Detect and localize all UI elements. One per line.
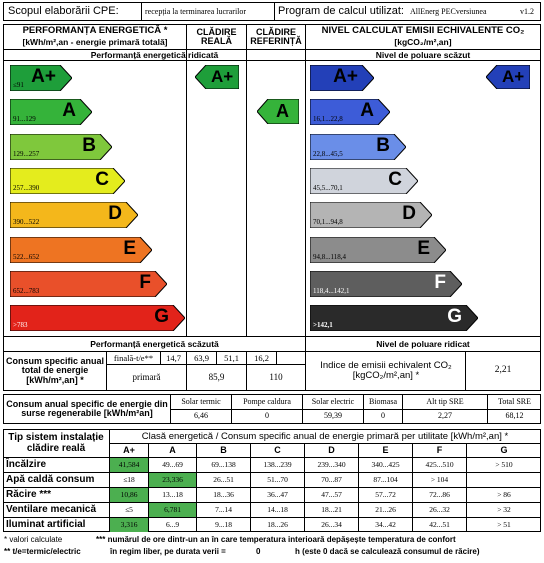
utility-cell: 9...18 [215,520,232,530]
footnote-te: ** t/e=termic/electric [4,547,81,556]
program-value: AllEnerg PECversiunea [410,7,487,16]
utility-cell: 138...239 [263,460,292,470]
utility-cell: 6...9 [165,520,180,530]
emission-subtitle: [kgCO₂/m²,an] [394,36,452,47]
emission-class-letter: E [417,237,430,259]
utility-cell: 14...18 [267,505,288,515]
energy-class-letter: E [123,237,136,259]
utility-row-name: Apă caldă consum [6,474,95,485]
poll-high-label: Nivel de poluare ridicat [376,338,470,349]
energy-class-letter: A+ [31,66,56,87]
regen-head: Total SRE [498,396,531,406]
real-class-marker [195,65,239,89]
energy-class-letter: G [154,306,169,328]
energy-class-g [10,305,185,331]
program-label: Program de calcul utilizat: [278,5,404,17]
real-building-head: CLĂDIRE REALĂ [196,26,237,46]
regen-value: 0 [265,410,269,420]
regen-value: 2,27 [438,410,452,420]
utility-cell: 239...340 [317,460,346,470]
emission-class-letter: A+ [333,66,358,87]
regen-head: Alt tip SRE [426,396,464,406]
utility-cell: 69...138 [211,460,236,470]
emission-class-letter: C [388,168,402,190]
regen-head: Pompe caldura [243,396,291,406]
utility-cell: 21...26 [375,505,396,515]
energy-class-a [10,99,92,125]
energy-class-d [10,202,138,228]
footnote-summer-value: 0 [256,547,261,556]
emission-class-e [310,237,446,263]
regen-head: Solar electric [311,396,355,406]
energy-class-range: 257...390 [13,183,40,192]
primara-label: primară [132,371,161,382]
emission-class-c [310,168,418,194]
footnote-hours: *** numărul de ore dintr-un an în care temperatura interioară depășește temperatura de confort [96,535,456,544]
energy-class-letter: A [62,100,76,122]
ref-class-marker [257,99,299,124]
utility-cell: 7...14 [215,505,232,515]
regen-head: Biomasa [369,396,397,406]
utility-cell: 34...42 [375,520,396,530]
utility-cell: 23,336 [149,473,196,487]
utility-class-head: G [500,444,508,455]
emission-class-d [310,202,432,228]
energy-class-e [10,237,152,263]
emission-class-b [310,134,406,160]
energy-class-letter: C [95,168,109,190]
energy-class-b [10,134,112,160]
utility-cell: 13...18 [162,490,183,500]
emission-class-range: 70,1...94,8 [313,218,343,227]
utility-cell: > 32 [497,505,511,515]
primara-ref: 110 [269,371,283,382]
regen-value: 68,12 [505,410,524,420]
regen-head: Solar termic [181,396,221,406]
utility-cell: 18...26 [267,520,288,530]
utility-cell: 72...86 [429,490,450,500]
energy-class-c [10,168,125,194]
scop-label: Scopul elaborării CPE: [8,5,119,17]
utility-row-name: Încălzire [6,459,47,470]
perf-title: PERFORMANȚA ENERGETICĂ * [22,25,168,37]
utility-cell: 6,781 [149,503,196,517]
emission-class-g [310,305,478,331]
energy-class-range: 91...129 [13,115,36,124]
ref-class-letter: A [276,101,289,121]
energy-class-letter: D [108,203,122,225]
utility-cell: 26...34 [321,520,342,530]
emission-class-a [310,99,390,125]
utility-class-head: B [220,444,227,455]
utility-cell: 26...32 [429,505,450,515]
utility-cell: 10,86 [110,488,148,502]
utility-cell: > 510 [495,460,513,470]
utility-cell: 36...47 [267,490,288,500]
utility-cell: 18...36 [213,490,234,500]
utility-cell: 47...57 [321,490,342,500]
footnote-calc: * valori calculate [4,535,63,544]
utility-class-head: F [436,444,443,455]
scop-value: recepția la terminarea lucrarilor [145,7,247,16]
emission-class-range: 118,4...142,1 [313,286,350,295]
emission-class-range: 16,1...22,8 [313,115,343,124]
finala-real-e: 63,9 [194,352,209,363]
energy-class-range: 522...652 [13,252,40,261]
utility-class-head: A [169,444,176,455]
energy-class-range: >783 [13,321,28,330]
emission-class-range: 45,5...70,1 [313,183,343,192]
utility-cell: 18...21 [321,505,342,515]
utility-cell: ≤5 [125,505,133,515]
emission-class-letter: A [360,100,374,122]
emission-real-letter: A+ [502,67,525,86]
utility-class-head: D [328,444,335,455]
energy-class-range: 652...783 [13,286,40,295]
utility-cell: > 104 [430,475,449,485]
emission-class-range: 22,8...45,5 [313,149,343,158]
finala-label: finală-t/e** [113,352,154,363]
utility-cell: 51...70 [267,475,288,485]
utility-cell: 26...51 [213,475,234,485]
energy-class-letter: B [82,134,96,156]
utility-cell: 42...51 [429,520,450,530]
utility-cell: 425...510 [425,460,454,470]
regen-value: 0 [381,410,385,420]
emission-class-letter: B [376,134,390,156]
indice-label: Indice de emisii echivalent CO₂ [kgCO₂/m²,an] * [320,360,452,381]
emission-class-letter: D [402,203,416,225]
utility-row-name: Ventilare mecanică [6,504,97,515]
emission-class-aplus [310,65,374,91]
emission-class-range: >142,1 [313,321,333,330]
utility-class-head: E [382,444,389,455]
perf-high-label: Performanță energetică ridicată [90,49,219,60]
utility-cell: > 86 [497,490,511,500]
regen-value: 59,39 [324,410,342,420]
energy-class-range: 390...522 [13,218,40,227]
perf-low-label: Performanță energetică scăzută [90,338,219,349]
utility-class-head: C [274,444,281,455]
footnote-summer: în regim liber, pe durata verii = [110,547,226,556]
emission-class-letter: F [434,271,446,293]
program-version: v1.2 [520,7,534,16]
real-class-letter: A+ [211,67,234,86]
utility-cell: 70...87 [321,475,342,485]
finala-real-t: 14,7 [166,352,181,363]
utility-cell: 87...104 [373,475,398,485]
utility-class-head: A+ [123,444,135,455]
energy-class-f [10,271,167,297]
emission-title: NIVEL CALCULAT EMISII ECHIVALENTE CO₂ [321,25,525,37]
utility-type-head: Tip sistem instalație clădire reală [8,432,104,454]
utility-row-name: Răcire *** [6,489,52,500]
perf-subtitle: [kWh/m²,an - energie primară totală] [22,36,168,47]
energy-class-aplus [10,65,72,91]
finala-ref-e: 16,2 [254,352,269,363]
utility-cell: 340...425 [371,460,400,470]
utility-cell: 49...69 [162,460,183,470]
emission-class-letter: G [447,306,462,328]
regen-label: Consum anual specific de energie din surse regenerabile [kWh/m²an] [6,398,168,418]
utility-class-head: Clasă energetică / Consum specific anual de energie primară per utilitate [kWh/m²,an] * [141,430,509,442]
primara-real: 85,9 [208,371,225,382]
utility-cell: 57...72 [375,490,396,500]
header-bar [3,2,541,21]
energy-class-letter: F [139,271,151,293]
utility-row-name: Iluminat artificial [6,519,86,530]
poll-low-label: Nivel de poluare scăzut [375,49,471,60]
finala-ref-t: 51,1 [224,352,239,363]
energy-class-range: 129...257 [13,149,40,158]
utility-cell: ≤18 [123,475,135,485]
utility-cell: 3,316 [110,518,148,532]
regen-value: 6,46 [194,410,208,420]
utility-cell: 41,584 [110,458,148,472]
footnote-cooling: h (este 0 dacă se calculează consumul de răcire) [295,547,480,556]
emission-real-marker [486,65,530,89]
consum-label: Consum specific anual total de energie [kWh/m²,an] * [5,355,105,385]
emission-class-range: 94,8...118,4 [313,252,346,261]
energy-class-range: ≤91 [13,81,24,89]
indice-value: 2,21 [494,365,512,376]
emission-class-f [310,271,462,297]
utility-cell [467,473,541,487]
ref-building-head: CLĂDIRE REFERINȚĂ [250,26,302,46]
utility-cell: > 51 [497,520,511,530]
